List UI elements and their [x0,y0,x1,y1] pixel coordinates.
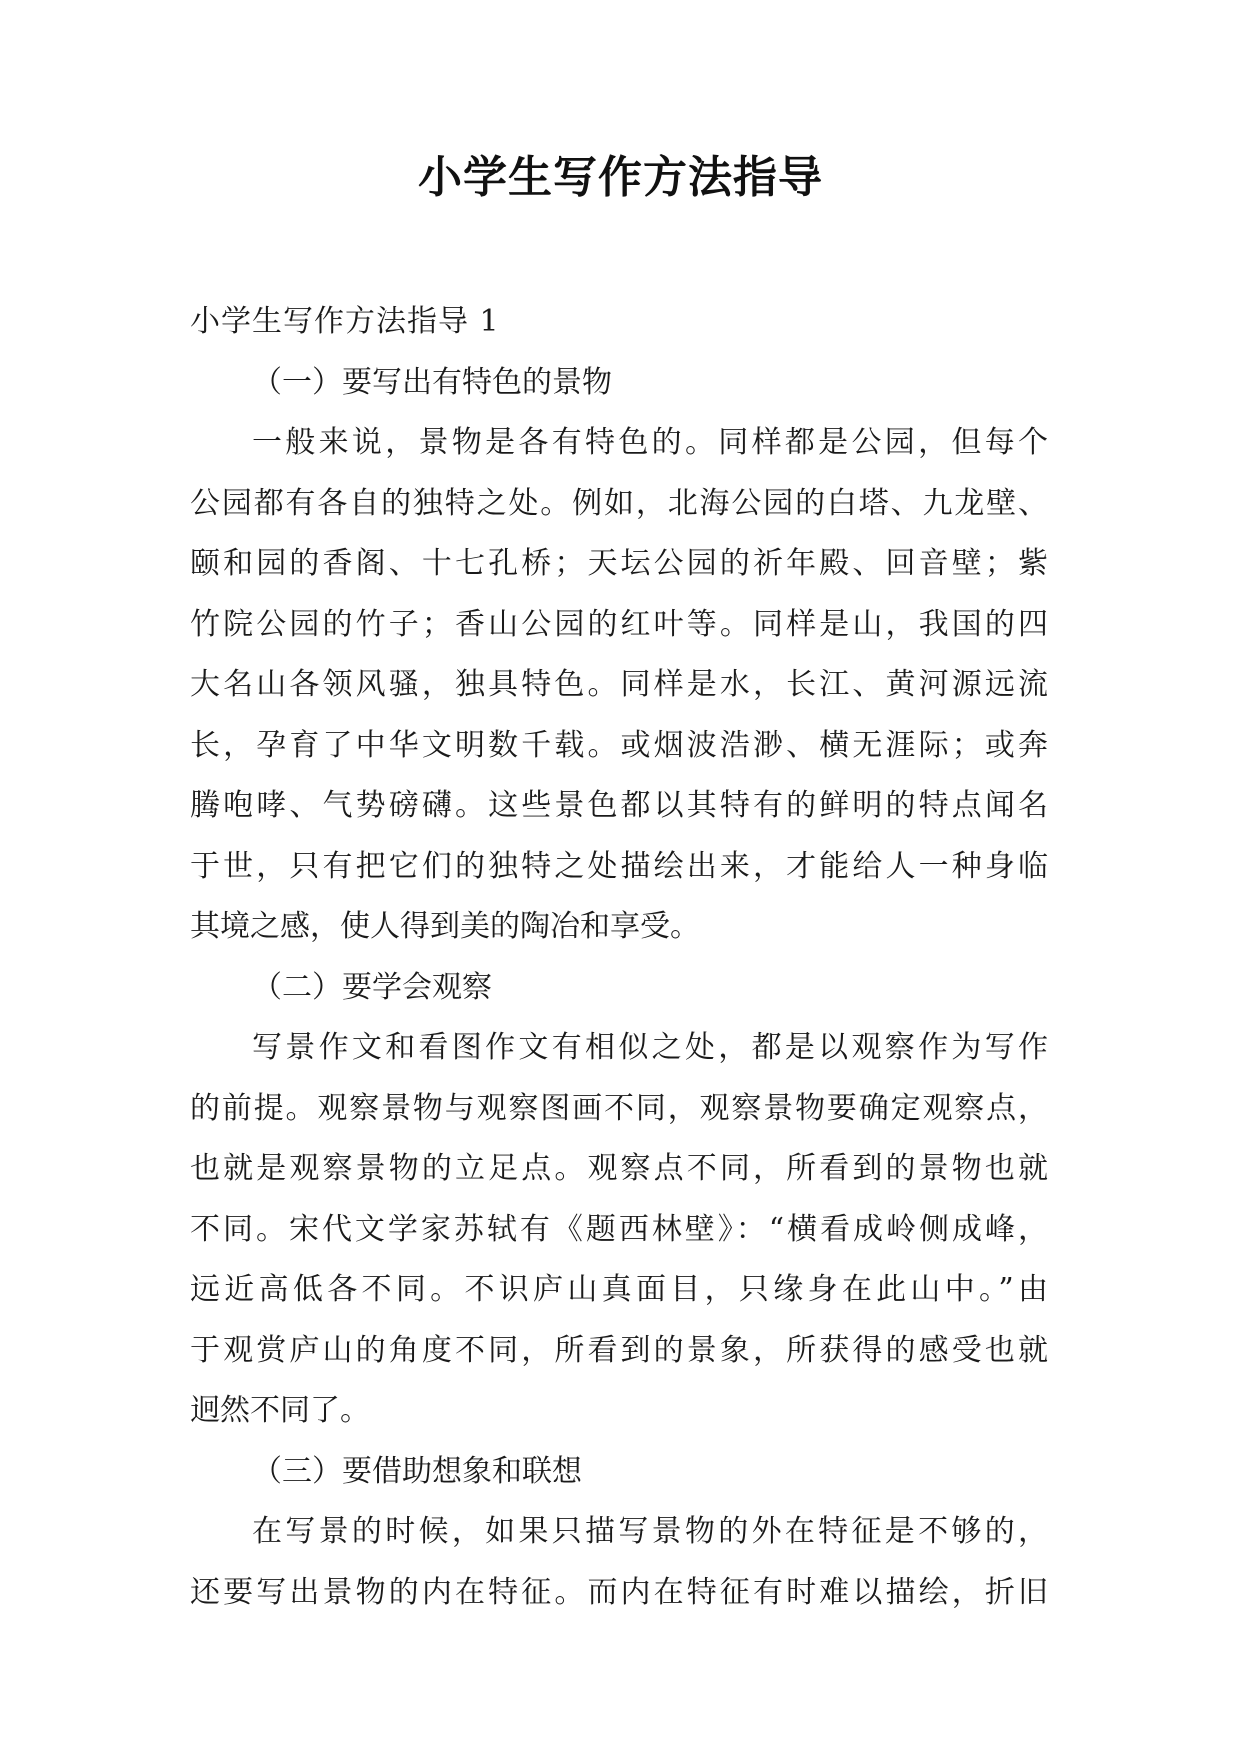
paragraph [190,1502,1048,1623]
paragraph-line: 远近高低各不同。不识庐山真面目，只缘身在此山中。”由 [190,1272,1048,1307]
paragraph-line: 其境之感，使人得到美的陶冶和享受。 [190,909,700,944]
paragraph-line: 长，孕育了中华文明数千载。或烟波浩渺、横无涯际；或奔 [190,727,1048,763]
paragraph-line: 颐和园的香阁、十七孔桥；天坛公园的祈年殿、回音壁；紫 [190,546,1048,581]
paragraph-line: 的前提。观察景物与观察图画不同，观察景物要确定观察点， [190,1090,1048,1126]
paragraph-line: 于观赏庐山的角度不同，所看到的景象，所获得的感受也就 [190,1332,1048,1368]
subsection-1 [190,353,1048,958]
paragraph-line: 写景作文和看图作文有相似之处，都是以观察作为写作 [252,1030,1048,1065]
document-title: 小学生写作方法指导 [418,152,823,203]
paragraph-line: 于世，只有把它们的独特之处描绘出来，才能给人一种身临 [190,848,1048,884]
paragraph-line: 公园都有各自的独特之处。例如，北海公园的白塔、九龙壁、 [190,485,1048,521]
paragraph-line: 在写景的时候，如果只描写景物的外在特征是不够的， [252,1514,1048,1549]
paragraph-line: 一般来说，景物是各有特色的。同样都是公园，但每个 [252,425,1048,460]
paragraph-line: 也就是观察景物的立足点。观察点不同，所看到的景物也就 [190,1151,1048,1186]
subsection-2 [190,958,1048,1442]
paragraph-line: 还要写出景物的内在特征。而内在特征有时难以描绘，折旧 [190,1574,1048,1610]
paragraph-line: 不同。宋代文学家苏轼有《题西林壁》：“横看成岭侧成峰， [190,1211,1048,1247]
subsection-heading: （一）要写出有特色的景物 [252,364,612,400]
subsection-heading: （二）要学会观察 [252,969,492,1005]
section-title: 小学生写作方法指导 1 [190,304,500,339]
document-body [190,292,1048,1623]
subsection-3 [190,1442,1048,1624]
paragraph [190,413,1048,958]
paragraph-line: 腾咆哮、气势磅礴。这些景色都以其特有的鲜明的特点闻名 [190,788,1048,823]
paragraph-line: 迥然不同了。 [190,1393,370,1428]
paragraph-line: 大名山各领风骚，独具特色。同样是水，长江、黄河源远流 [190,667,1048,702]
paragraph-line: 竹院公园的竹子；香山公园的红叶等。同样是山，我国的四 [190,606,1048,642]
paragraph [190,1018,1048,1442]
subsection-heading: （三）要借助想象和联想 [252,1453,582,1489]
